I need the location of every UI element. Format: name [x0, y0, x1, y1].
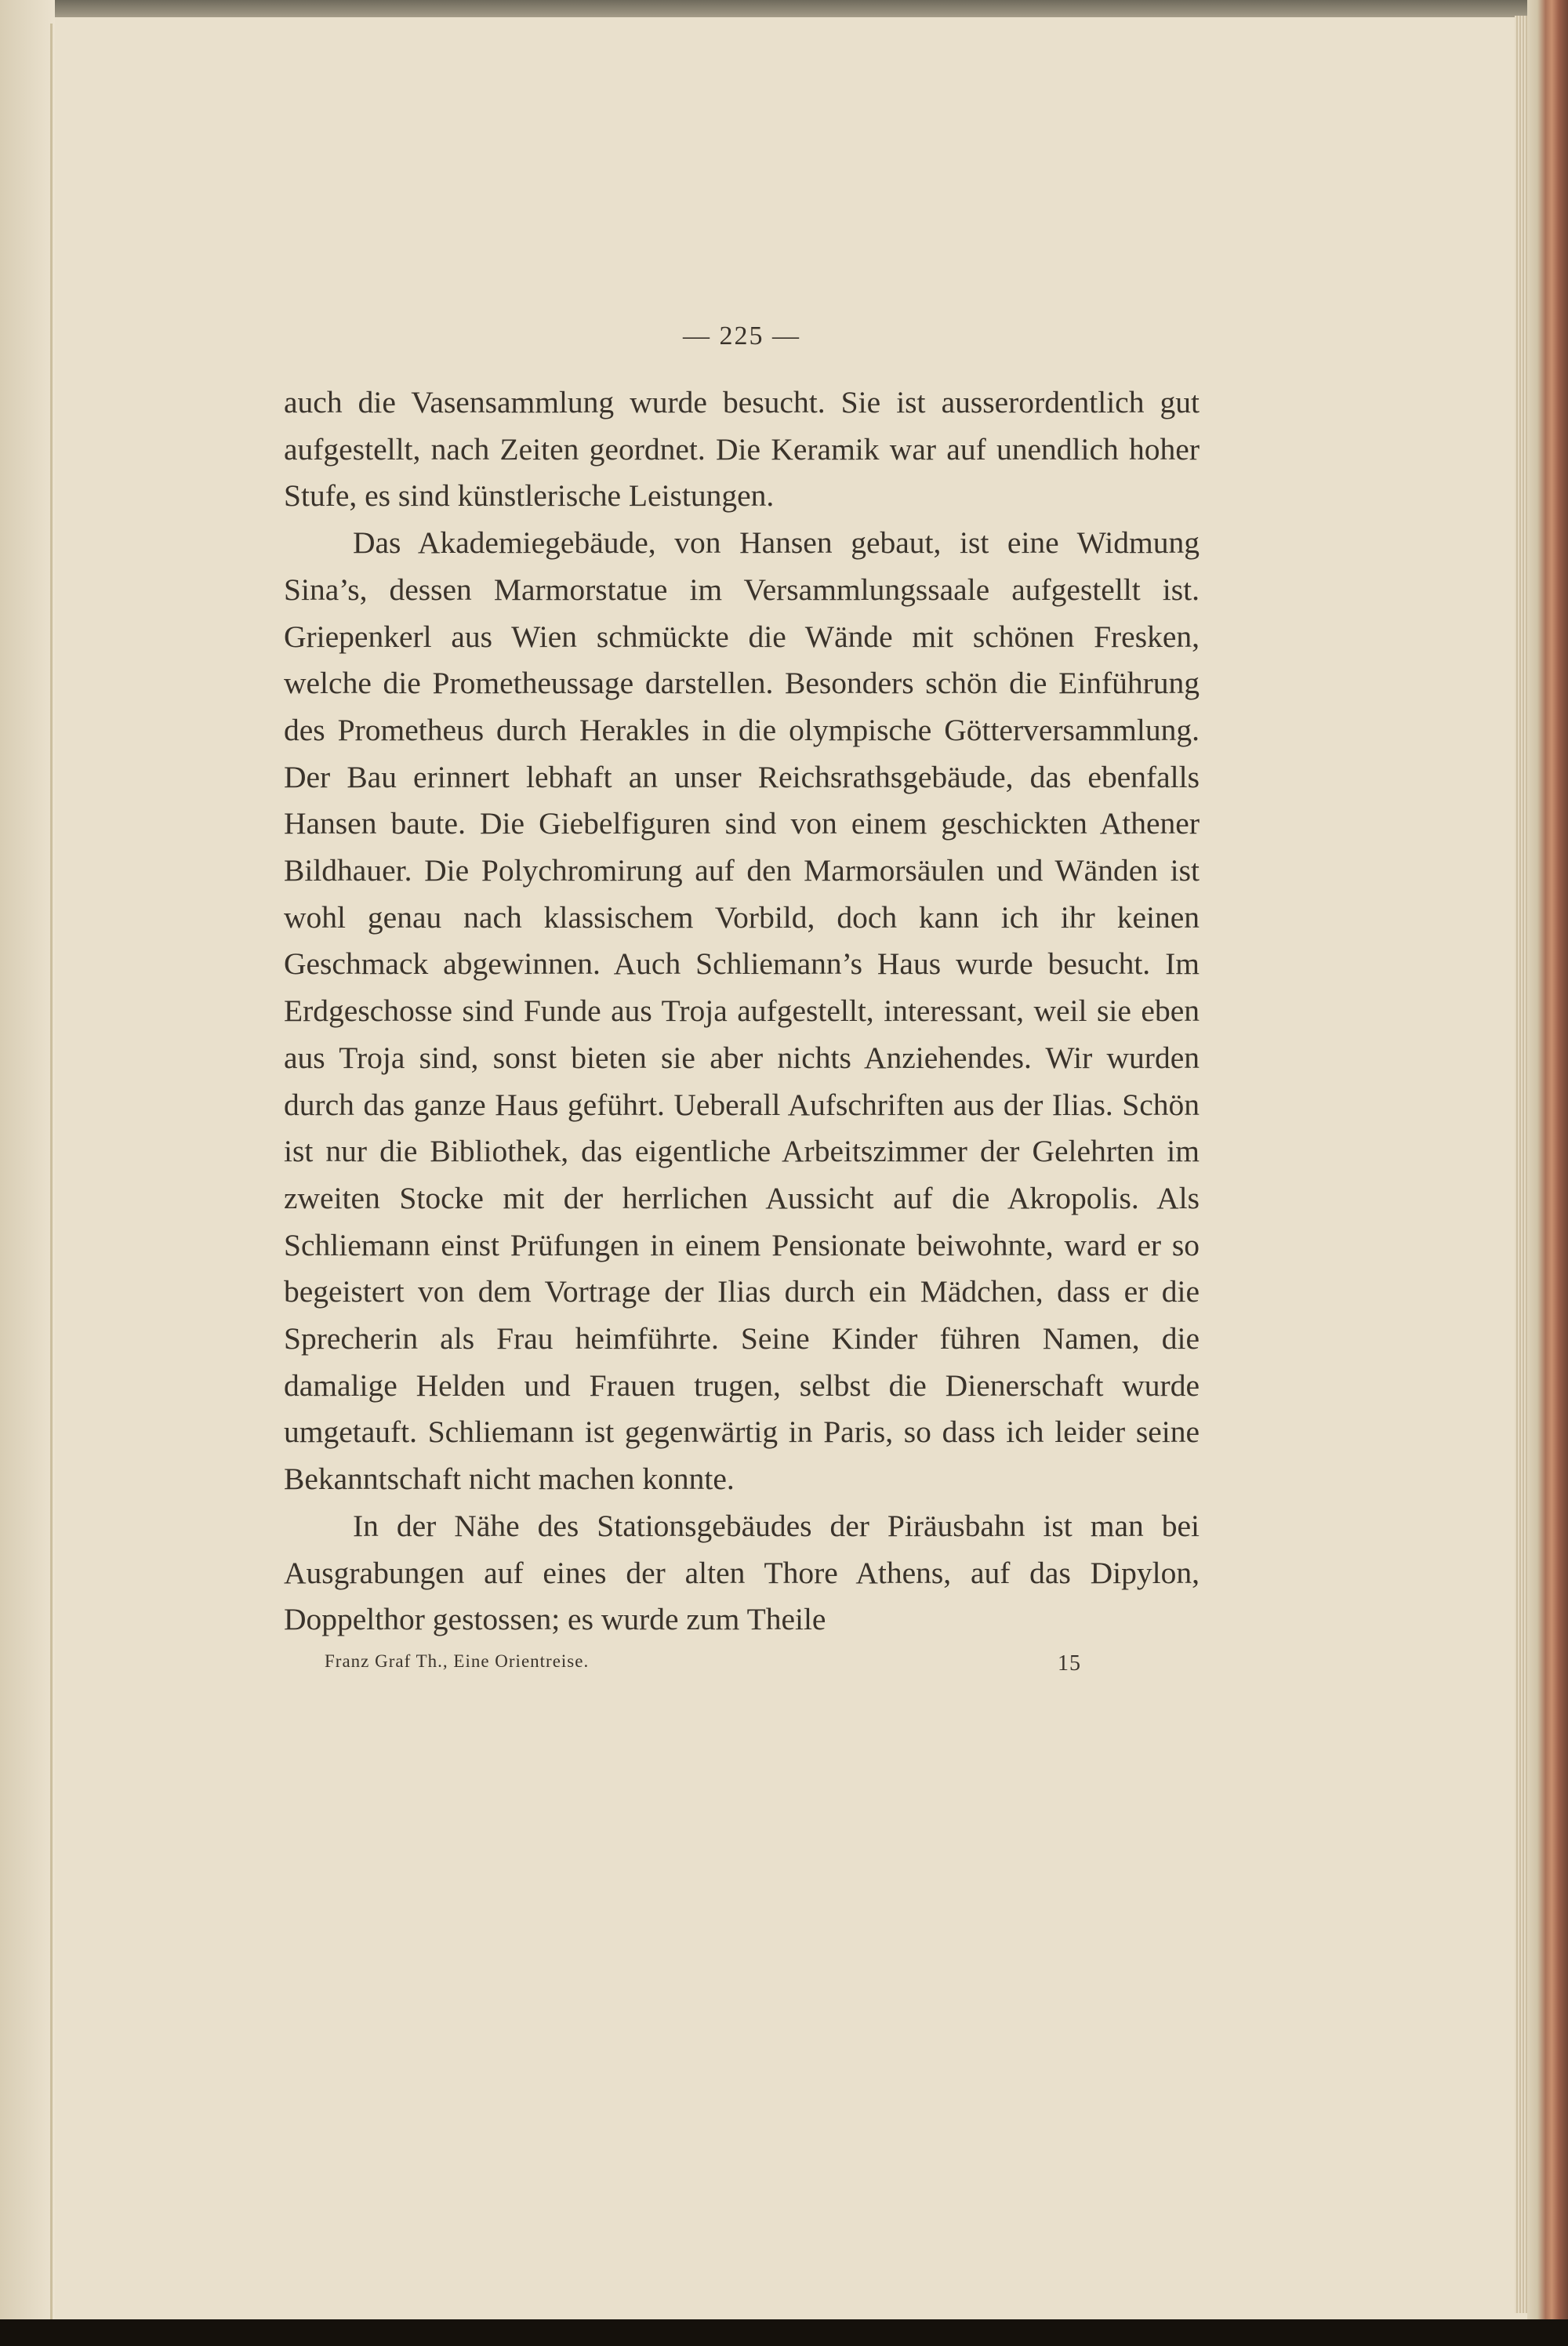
left-margin-edge: [0, 0, 55, 2346]
body-text: [284, 380, 1200, 1643]
top-edge-shadow: [0, 0, 1568, 17]
paragraph-1: auch die Vasensammlung wurde besucht. Sie ist ausserordentlich gut aufgestellt, nach Zeiten geordnet. Die Keramik war auf unendlich hoher Stufe, es sind künstlerische Leistungen.: [284, 385, 1200, 514]
book-cover-edge: [1527, 0, 1568, 2346]
bottom-edge-shadow: [0, 2319, 1568, 2346]
gutter-line: [50, 24, 53, 2321]
paragraph-3: In der Nähe des Stationsgebäudes der Piräusbahn ist man bei Ausgrabungen auf eines der alten Thore Athens, auf das Dipylon, Doppelthor gestossen; es wurde zum Theile: [284, 1508, 1200, 1637]
signature-title: Franz Graf Th., Eine Orientreise.: [325, 1651, 590, 1671]
page-stack-edge: [1515, 16, 1527, 2313]
signature-number: 15: [1058, 1651, 1081, 1676]
paragraph-2: Das Akademiegebäude, von Hansen gebaut, ist eine Widmung Sina’s, dessen Marmorstatue im Versammlungssaale aufgestellt ist. Griepenkerl aus Wien schmückte die Wände mit schönen Fresken, welche die Prometheussage darstellen. Besonders schön die Einführung des Prometheus durch Herakles in die olympische Götterversammlung. Der Bau erinnert lebhaft an unser Reichsrathsgebäude, das ebenfalls Hansen baute. Die Giebelfiguren sind von einem geschickten Athener Bildhauer. Die Polychromirung auf den Marmorsäulen und Wänden ist wohl genau nach klassischem Vorbild, doch kann ich ihr keinen Geschmack abgewinnen. Auch Schliemann’s Haus wurde besucht. Im Erdgeschosse sind Funde aus Troja aufgestellt, interessant, weil sie eben aus Troja sind, sonst bieten sie aber nichts Anziehendes. Wir wurden durch das ganze Haus geführt. Ueberall Aufschriften aus der Ilias. Schön ist nur die Bibliothek, das eigentliche Arbeitszimmer der Gelehrten im zweiten Stocke mit der herrlichen Aussicht auf die Akropolis. Als Schliemann einst Prüfungen in einem Pensionate beiwohnte, ward er so begeistert von dem Vortrage der Ilias durch ein Mädchen, dass er die Sprecherin als Frau heimführte. Seine Kinder führen Namen, die damalige Helden und Frauen trugen, selbst die Dienerschaft wurde umgetauft. Schliemann ist gegenwärtig in Paris, so dass ich leider seine Bekanntschaft nicht machen konnte.: [284, 525, 1200, 1497]
page-content: [284, 312, 1200, 1686]
page-number-header: — 225 —: [683, 321, 800, 350]
signature-line: [284, 1651, 1200, 1686]
